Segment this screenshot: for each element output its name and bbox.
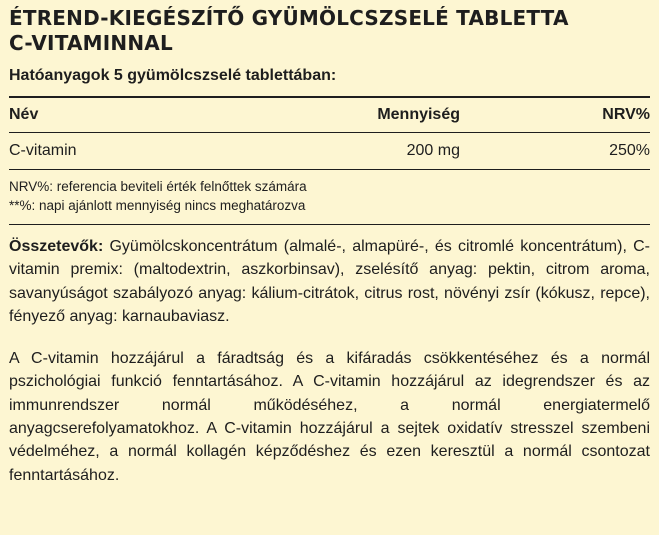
ingredients-text: Gyümölcskoncentrátum (almalé-, almapüré-, és citromlé koncentrátum), C-vitamin premix: (maltodextrin, aszkorbinsav), zselésítő anyag: pektin, citrom aroma, savanyúságot szabályozó anyag: kálium-citrátok, citrus rost, növényi zsír (kókusz, repce), fényező anyag: karnaubaviasz. [9, 238, 650, 325]
health-claims-paragraph: A C-vitamin hozzájárul a fáradtság és a kifáradás csökkentéséhez és a normál pszichológiai funkció fenntartásához. A C-vitamin hozzájárul az idegrendszer és az immunrendszer normál működéséhez, a normál energiatermelő anyagcserefolyamatokhoz. A C-vitamin hozzájárul a sejtek oxidatív stresszel szembeni védelméhez, a normál kollagén képződéshez és ezen keresztül a normál csontozat fenntartásához. [9, 350, 650, 484]
section-divider [9, 224, 650, 225]
product-title [9, 6, 650, 56]
ingredients-label: Összetevők: [9, 238, 104, 255]
table-row [9, 133, 650, 170]
row-nrv-cell: 250% [609, 142, 650, 159]
product-title-line-1: ÉTREND-KIEGÉSZÍTŐ GYÜMÖLCSZSELÉ TABLETTA [9, 6, 569, 30]
table-header-row [9, 97, 650, 133]
footnote-star: **%: napi ajánlott mennyiség nincs meghatározva [9, 198, 306, 213]
nutrition-table [9, 96, 650, 170]
footnotes [9, 177, 650, 215]
active-ingredients-heading: Hatóanyagok 5 gyümölcszselé tablettában: [9, 67, 337, 84]
footnote-nrv: NRV%: referencia beviteli érték felnőttek számára [9, 179, 307, 194]
column-header-nrv: NRV% [602, 106, 650, 123]
row-quantity-cell: 200 mg [406, 142, 460, 159]
column-header-quantity: Mennyiség [377, 106, 460, 123]
ingredients-paragraph [9, 235, 650, 328]
row-name-cell: C-vitamin [9, 142, 77, 159]
column-header-name: Név [9, 106, 39, 123]
product-title-line-2: C-VITAMINNAL [9, 31, 173, 55]
